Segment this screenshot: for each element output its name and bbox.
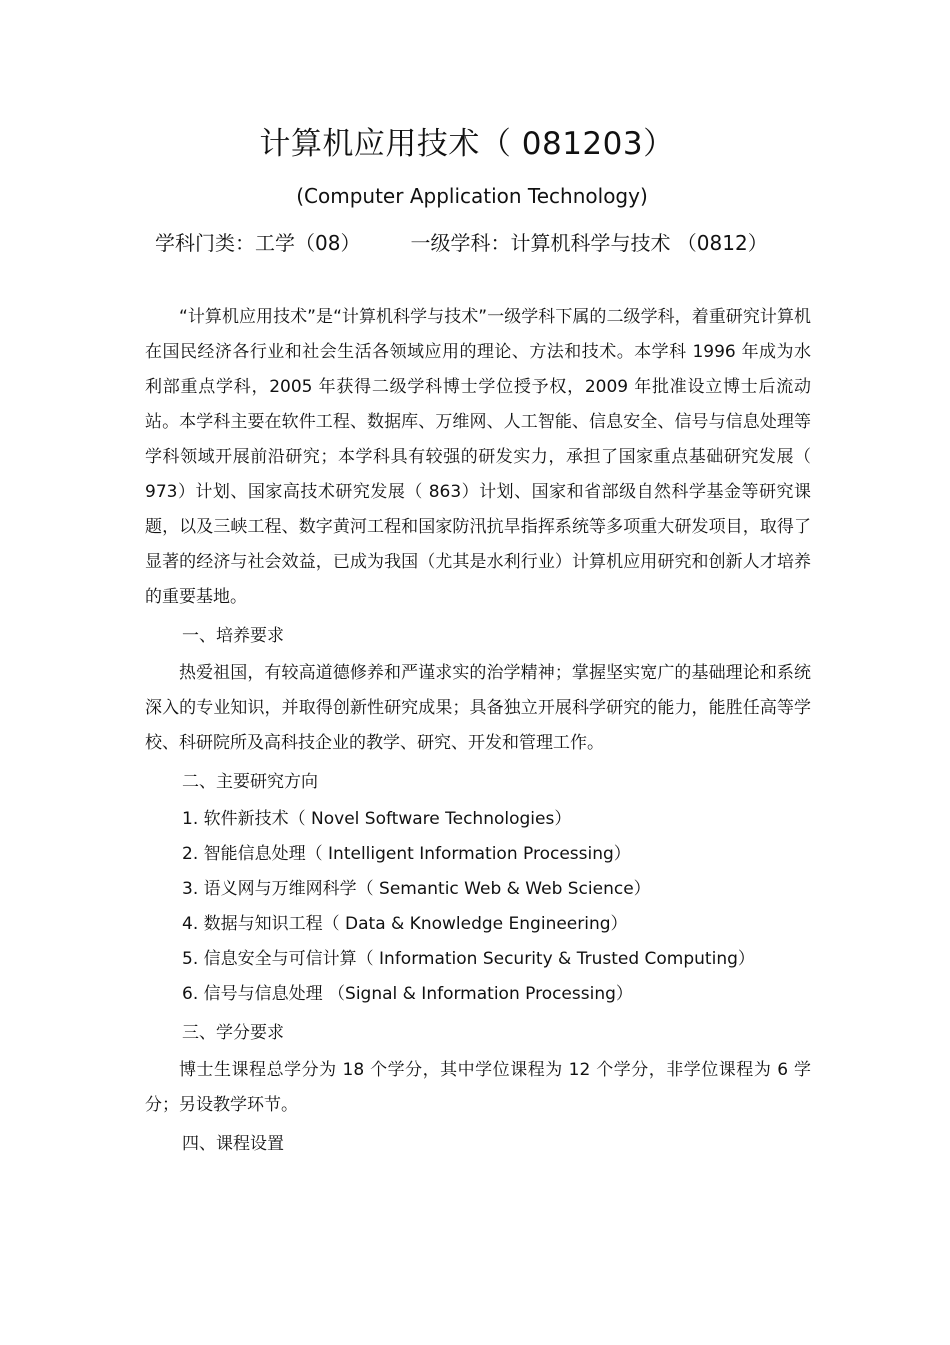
list-item: 6. 信号与信息处理 （Signal & Information Processing） xyxy=(182,984,633,1004)
list-item: 4. 数据与知识工程（ Data & Knowledge Engineering） xyxy=(182,914,628,934)
list-item: 5. 信息安全与可信计算（ Information Security & Trusted Computing） xyxy=(182,949,755,969)
document-title: 计算机应用技术（ 081203） xyxy=(259,126,675,162)
first-level-discipline: 一级学科：计算机科学与技术 （0812） xyxy=(410,231,768,255)
intro-paragraph: “计算机应用技术”是“计算机科学与技术”一级学科下属的二级学科，着重研究计算机在国民经济各行业和社会生活各领域应用的理论、方法和技术。本学科 1996 年成为水利部重点学科，2005 年获得二级学科博士学位授予权，2009 年批准设立博士后流动站。本学科主要在软件工程、数据库、万维网、人工智能、信息安全、信号与信息处理等学科领域开展前沿研究；本学科具有较强的研发实力，承担了国家重点基础研究发展（ 973）计划、国家高技术研究发展（ 863）计划、国家和省部级自然科学基金等研究课题，以及三峡工程、数字黄河工程和国家防汛抗旱指挥系统等多项重大研发项目，取得了显著的经济与社会效益，已成为我国（尤其是水利行业）计算机应用研究和创新人才培养的重要基地。 xyxy=(145,307,811,607)
list-item: 3. 语义网与万维网科学（ Semantic Web & Web Science） xyxy=(182,879,651,899)
credits-heading: 三、学分要求 xyxy=(182,1023,284,1043)
document-body xyxy=(145,300,811,1164)
list-item: 2. 智能信息处理（ Intelligent Information Processing） xyxy=(182,844,631,864)
credits-paragraph: 博士生课程总学分为 18 个学分，其中学位课程为 12 个学分，非学位课程为 6 学分；另设教学环节。 xyxy=(145,1060,811,1115)
training-heading: 一、培养要求 xyxy=(182,626,284,646)
document-subtitle: (Computer Application Technology) xyxy=(296,184,648,208)
directions-heading: 二、主要研究方向 xyxy=(182,772,318,792)
directions-list xyxy=(145,802,811,1012)
list-item: 1. 软件新技术（ Novel Software Technologies） xyxy=(182,809,572,829)
discipline-meta xyxy=(155,228,835,258)
discipline-category: 学科门类：工学（08） xyxy=(155,231,361,255)
courses-heading: 四、课程设置 xyxy=(182,1134,284,1154)
training-paragraph: 热爱祖国，有较高道德修养和严谨求实的治学精神；掌握坚实宽广的基础理论和系统深入的专业知识，并取得创新性研究成果；具备独立开展科学研究的能力，能胜任高等学校、科研院所及高科技企业的教学、研究、开发和管理工作。 xyxy=(145,663,811,753)
